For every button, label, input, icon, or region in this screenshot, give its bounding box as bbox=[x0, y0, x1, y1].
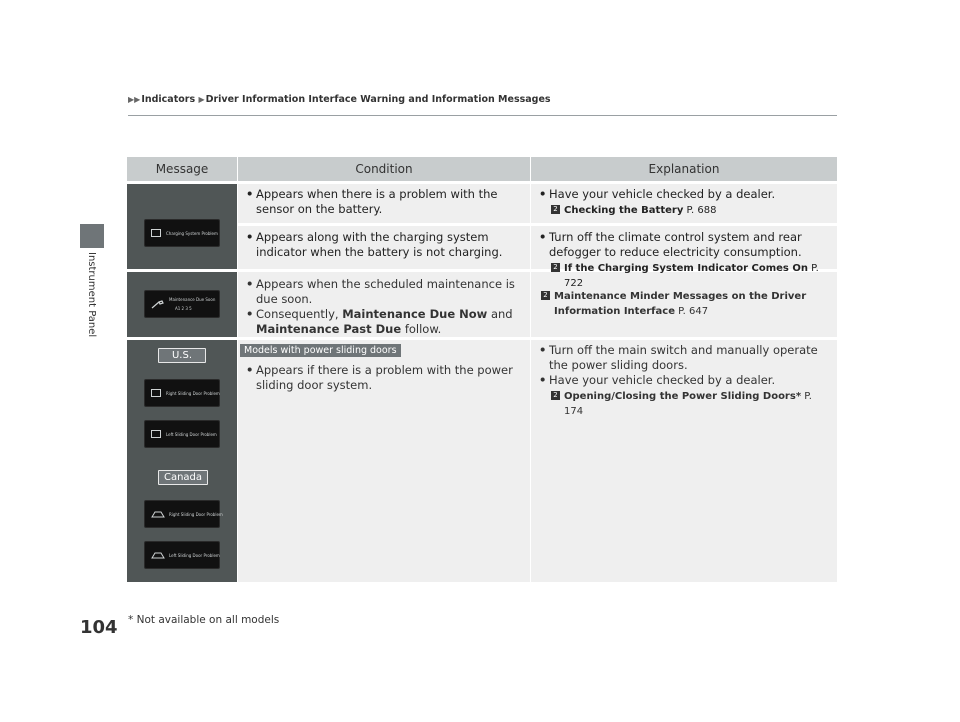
message-cell bbox=[127, 272, 237, 337]
charging-system-screen: Charging System Problem bbox=[144, 219, 220, 247]
battery-icon bbox=[151, 229, 161, 237]
car-door-icon bbox=[151, 551, 165, 560]
table-row bbox=[237, 226, 837, 289]
right-door-screen-canada: Right Sliding Door Problem bbox=[144, 500, 220, 528]
section-tab bbox=[80, 224, 104, 248]
explanation-cell: • Turn off the climate control system and rear defogger to reduce electricity consumption. 2 If the Charging System Indicator Comes On P. 722 bbox=[530, 226, 837, 269]
maintenance-screen: Maintenance Due Soon A1 2 3 5 bbox=[144, 290, 220, 318]
left-door-screen-us: Left Sliding Door Problem bbox=[144, 420, 220, 448]
message-cell bbox=[127, 340, 237, 582]
condition-cell: Models with power sliding doors • Appears if there is a problem with the power sliding door system. bbox=[237, 340, 530, 582]
header-divider bbox=[128, 115, 837, 116]
breadcrumb-current: Driver Information Interface Warning and Information Messages bbox=[205, 94, 551, 105]
region-tag-canada: Canada bbox=[158, 470, 208, 485]
condition-cell: • Appears when the scheduled maintenance is due soon. • Consequently, Maintenance Due Now and Maintenance Past Due follow. bbox=[237, 272, 530, 337]
side-section-label: Instrument Panel bbox=[86, 252, 97, 338]
breadcrumb-arrow-icon: ▶ bbox=[198, 95, 205, 104]
explanation-cell: • Have your vehicle checked by a dealer. 2 Checking the Battery P. 688 bbox=[530, 184, 837, 223]
messages-table bbox=[127, 157, 837, 582]
wrench-icon bbox=[151, 300, 165, 309]
breadcrumb bbox=[128, 94, 551, 105]
header-condition: Condition bbox=[237, 157, 530, 181]
table-row-group-charging bbox=[127, 184, 837, 289]
table-row bbox=[127, 272, 837, 337]
page-number: 104 bbox=[80, 617, 118, 638]
table-row bbox=[127, 340, 837, 582]
model-tag: Models with power sliding doors bbox=[240, 344, 401, 357]
car-door-icon bbox=[151, 510, 165, 519]
left-door-screen-canada: Left Sliding Door Problem bbox=[144, 541, 220, 569]
xref-link[interactable]: 2 Opening/Closing the Power Sliding Doors* P. 174 bbox=[551, 389, 831, 419]
xref-link[interactable]: 2 If the Charging System Indicator Comes On P. 722 bbox=[551, 261, 831, 291]
table-row bbox=[237, 184, 837, 223]
header-message: Message bbox=[155, 162, 209, 176]
table-header bbox=[127, 157, 837, 181]
breadcrumb-parent[interactable]: Indicators bbox=[141, 94, 196, 105]
xref-link[interactable]: 2 Maintenance Minder Messages on the Driver Information Interface P. 647 bbox=[541, 289, 831, 319]
breadcrumb-arrow-icon: ▶▶ bbox=[128, 95, 141, 104]
xref-link[interactable]: 2 Checking the Battery P. 688 bbox=[551, 203, 831, 218]
condition-cell: • Appears along with the charging system indicator when the battery is not charging. bbox=[237, 226, 530, 269]
reference-icon: 2 bbox=[551, 205, 560, 214]
reference-icon: 2 bbox=[551, 263, 560, 272]
reference-icon: 2 bbox=[541, 291, 550, 300]
reference-icon: 2 bbox=[551, 391, 560, 400]
door-icon bbox=[151, 389, 161, 397]
region-tag-us: U.S. bbox=[158, 348, 206, 363]
explanation-cell bbox=[530, 272, 837, 337]
footnote: * Not available on all models bbox=[128, 614, 280, 626]
condition-cell: • Appears when there is a problem with the sensor on the battery. bbox=[237, 184, 530, 223]
explanation-cell: • Turn off the main switch and manually operate the power sliding doors. • Have your vehicle checked by a dealer. 2 Opening/Closing the Power Sliding Doors* P. 174 bbox=[530, 340, 837, 582]
right-door-screen-us: Right Sliding Door Problem bbox=[144, 379, 220, 407]
door-icon bbox=[151, 430, 161, 438]
header-explanation: Explanation bbox=[530, 157, 837, 181]
message-cell bbox=[127, 184, 237, 269]
